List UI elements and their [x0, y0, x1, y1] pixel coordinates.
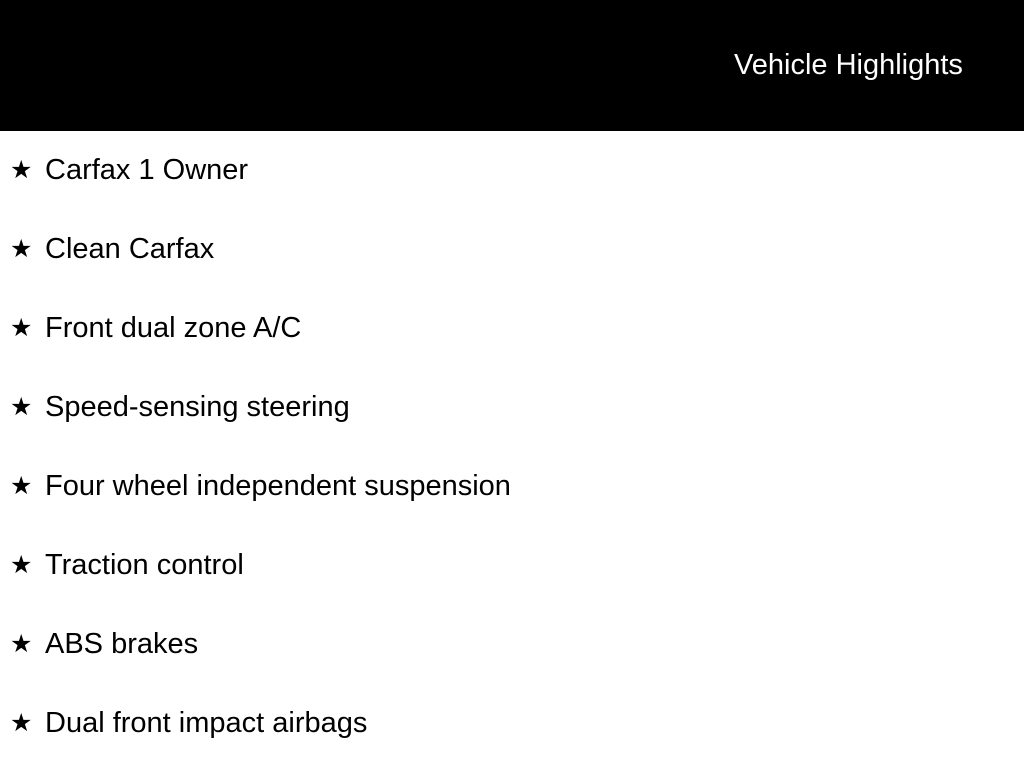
list-item [0, 526, 1024, 605]
star-icon: ★ [10, 393, 33, 421]
list-item-label: Dual front impact airbags [45, 707, 368, 739]
star-icon: ★ [10, 709, 33, 737]
list-item [0, 605, 1024, 684]
star-icon: ★ [10, 551, 33, 579]
list-item-label: Clean Carfax [45, 233, 215, 265]
list-item [0, 131, 1024, 210]
list-item-label: Front dual zone A/C [45, 312, 302, 344]
star-icon: ★ [10, 314, 33, 342]
star-icon: ★ [10, 630, 33, 658]
page-title: Vehicle Highlights [734, 49, 963, 81]
list-item-label: Traction control [45, 549, 244, 581]
list-item-label: Speed-sensing steering [45, 391, 350, 423]
list-item [0, 684, 1024, 763]
list-item [0, 368, 1024, 447]
highlights-list [0, 131, 1024, 763]
list-item [0, 289, 1024, 368]
header-bar [0, 0, 1024, 131]
list-item-label: Carfax 1 Owner [45, 154, 249, 186]
list-item-label: ABS brakes [45, 628, 199, 660]
list-item [0, 447, 1024, 526]
star-icon: ★ [10, 156, 33, 184]
list-item [0, 210, 1024, 289]
star-icon: ★ [10, 472, 33, 500]
star-icon: ★ [10, 235, 33, 263]
list-item-label: Four wheel independent suspension [45, 470, 511, 502]
